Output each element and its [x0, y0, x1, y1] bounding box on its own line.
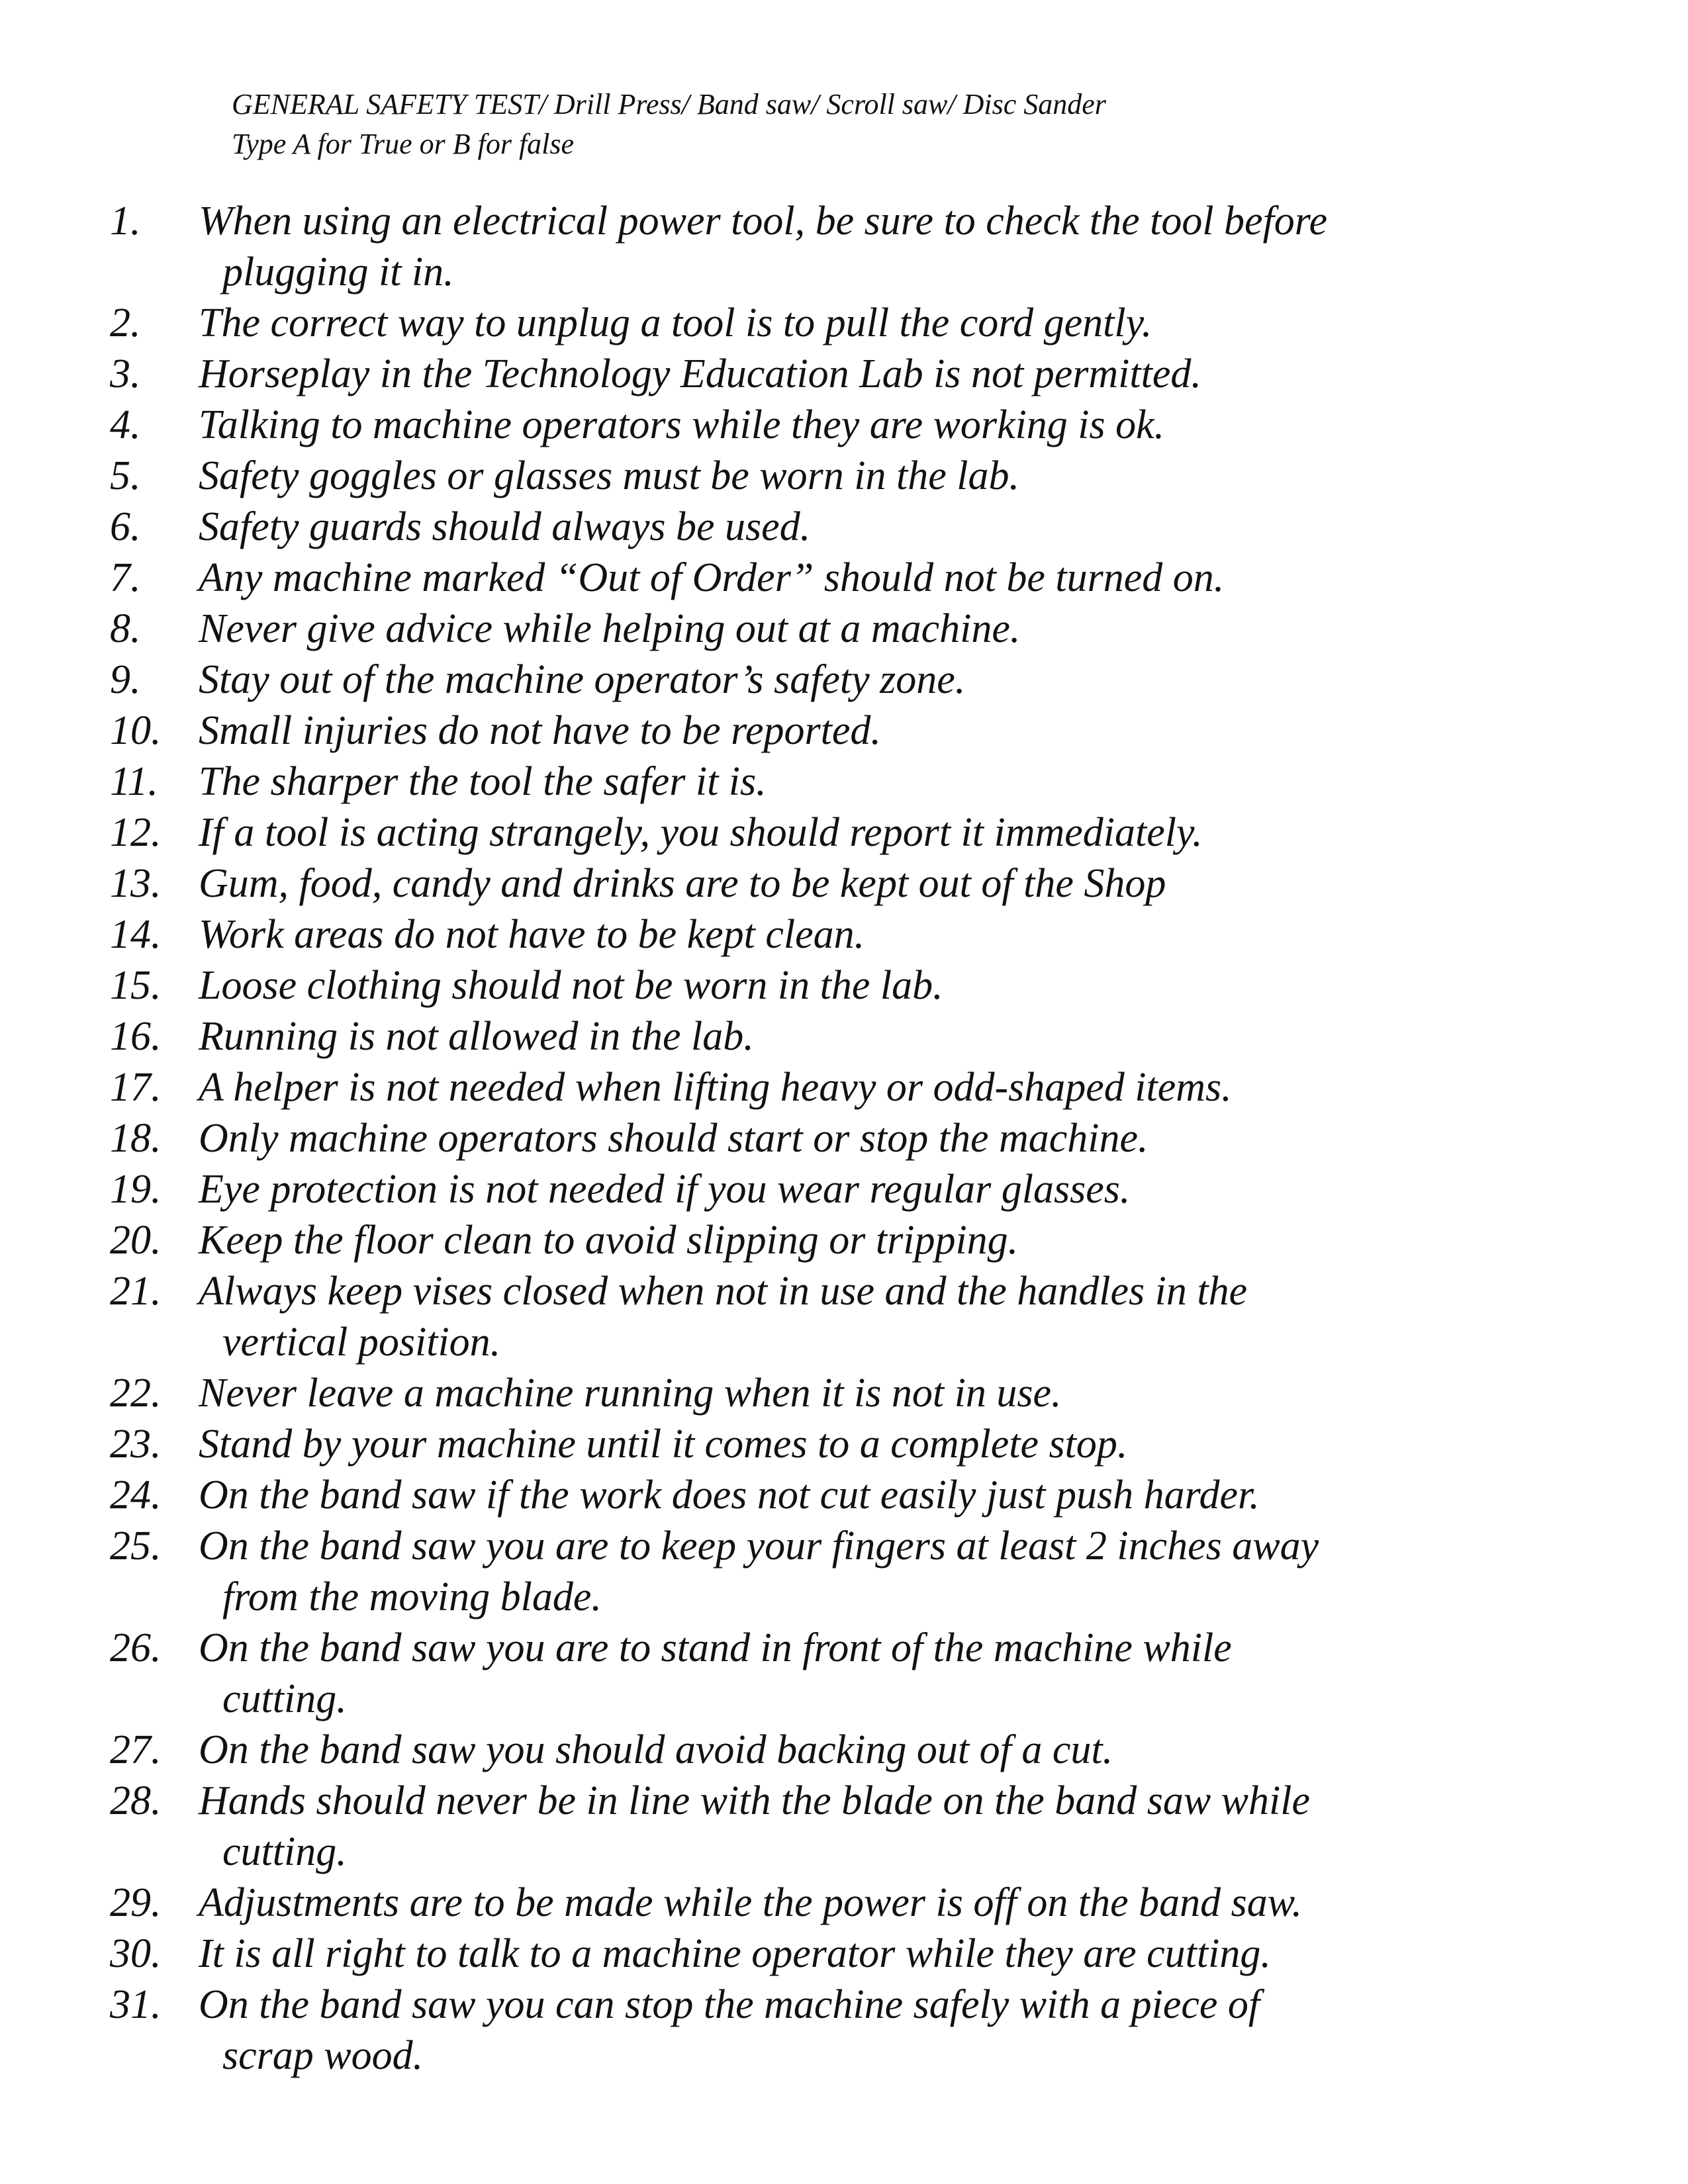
- question-item: [110, 1725, 1599, 1776]
- question-number: 20.: [110, 1218, 162, 1263]
- question-item: [110, 1215, 1599, 1266]
- question-number: 31.: [110, 1982, 162, 2027]
- question-number: 19.: [110, 1167, 162, 1212]
- question-item: [110, 858, 1599, 909]
- question-item: [110, 1929, 1599, 1979]
- question-number: 17.: [110, 1065, 162, 1110]
- question-item: [110, 451, 1599, 502]
- question-number: 11.: [110, 759, 158, 804]
- question-text: The correct way to unplug a tool is to pull the cord gently.: [199, 300, 1152, 345]
- question-number: 14.: [110, 912, 162, 957]
- question-number: 3.: [110, 351, 141, 396]
- question-text: Loose clothing should not be worn in the lab.: [199, 963, 943, 1008]
- question-number: 8.: [110, 606, 141, 651]
- question-number: 24.: [110, 1473, 162, 1518]
- question-number: 9.: [110, 657, 141, 702]
- question-item: [110, 1266, 1599, 1368]
- question-text: Only machine operators should start or stop the machine.: [199, 1116, 1149, 1161]
- question-item: [110, 1011, 1599, 1062]
- question-number: 27.: [110, 1727, 162, 1772]
- question-item: [110, 807, 1599, 858]
- question-text: Eye protection is not needed if you wear regular glasses.: [199, 1167, 1131, 1212]
- question-number: 15.: [110, 963, 162, 1008]
- question-item: [110, 960, 1599, 1011]
- question-text: Work areas do not have to be kept clean.: [199, 912, 865, 957]
- question-number: 2.: [110, 300, 141, 345]
- question-item: [110, 604, 1599, 655]
- test-header: [232, 85, 1556, 164]
- question-text: On the band saw if the work does not cut easily just push harder.: [199, 1473, 1260, 1518]
- question-number: 26.: [110, 1625, 162, 1670]
- question-item: [110, 1623, 1599, 1725]
- question-text: A helper is not needed when lifting heavy or odd-shaped items.: [199, 1065, 1232, 1110]
- question-text: Adjustments are to be made while the power is off on the band saw.: [199, 1880, 1302, 1925]
- question-item: [110, 1979, 1599, 2081]
- question-list: [110, 196, 1599, 2081]
- question-number: 13.: [110, 861, 162, 906]
- question-number: 21.: [110, 1269, 162, 1314]
- test-title: GENERAL SAFETY TEST/ Drill Press/ Band saw/ Scroll saw/ Disc Sander: [232, 88, 1106, 120]
- question-text-continuation: scrap wood.: [222, 2033, 424, 2078]
- question-number: 4.: [110, 402, 141, 447]
- question-number: 12.: [110, 810, 162, 855]
- question-item: [110, 349, 1599, 400]
- question-item: [110, 502, 1599, 553]
- question-item: [110, 1164, 1599, 1215]
- question-number: 6.: [110, 504, 141, 549]
- question-item: [110, 705, 1599, 756]
- question-item: [110, 298, 1599, 349]
- question-number: 10.: [110, 708, 162, 753]
- question-text: Never leave a machine running when it is not in use.: [199, 1371, 1062, 1416]
- question-item: [110, 756, 1599, 807]
- question-text: When using an electrical power tool, be sure to check the tool before: [199, 199, 1328, 244]
- question-number: 23.: [110, 1422, 162, 1467]
- question-text: Stand by your machine until it comes to a complete stop.: [199, 1422, 1128, 1467]
- question-item: [110, 1878, 1599, 1929]
- question-item: [110, 1521, 1599, 1623]
- question-item: [110, 1470, 1599, 1521]
- question-item: [110, 400, 1599, 451]
- question-text: On the band saw you are to keep your fingers at least 2 inches away: [199, 1524, 1319, 1569]
- question-text: On the band saw you can stop the machine safely with a piece of: [199, 1982, 1260, 2027]
- question-item: [110, 196, 1599, 298]
- question-text: Any machine marked “Out of Order” should not be turned on.: [199, 555, 1225, 600]
- question-text: If a tool is acting strangely, you should report it immediately.: [199, 810, 1203, 855]
- question-number: 25.: [110, 1524, 162, 1569]
- question-text-continuation: plugging it in.: [222, 250, 454, 295]
- question-item: [110, 1419, 1599, 1470]
- question-text: Small injuries do not have to be reported.: [199, 708, 881, 753]
- question-number: 16.: [110, 1014, 162, 1059]
- question-text-continuation: cutting.: [222, 1829, 347, 1874]
- question-item: [110, 1062, 1599, 1113]
- question-item: [110, 655, 1599, 705]
- question-number: 5.: [110, 453, 141, 498]
- question-text: Safety goggles or glasses must be worn in the lab.: [199, 453, 1019, 498]
- question-item: [110, 1113, 1599, 1164]
- question-number: 29.: [110, 1880, 162, 1925]
- question-text: On the band saw you should avoid backing out of a cut.: [199, 1727, 1113, 1772]
- question-text: It is all right to talk to a machine operator while they are cutting.: [199, 1931, 1271, 1976]
- question-number: 1.: [110, 199, 141, 244]
- question-text: Gum, food, candy and drinks are to be kept out of the Shop: [199, 861, 1166, 906]
- question-number: 28.: [110, 1778, 162, 1823]
- question-text: Keep the floor clean to avoid slipping or tripping.: [199, 1218, 1019, 1263]
- question-number: 30.: [110, 1931, 162, 1976]
- question-number: 18.: [110, 1116, 162, 1161]
- question-item: [110, 1776, 1599, 1878]
- question-text: On the band saw you are to stand in front of the machine while: [199, 1625, 1232, 1670]
- question-text: Hands should never be in line with the blade on the band saw while: [199, 1778, 1310, 1823]
- question-text-continuation: cutting.: [222, 1676, 347, 1721]
- question-number: 22.: [110, 1371, 162, 1416]
- question-text: Running is not allowed in the lab.: [199, 1014, 754, 1059]
- question-item: [110, 909, 1599, 960]
- question-text: Always keep vises closed when not in use and the handles in the: [199, 1269, 1248, 1314]
- question-text: The sharper the tool the safer it is.: [199, 759, 767, 804]
- question-text-continuation: from the moving blade.: [222, 1574, 602, 1619]
- question-text: Never give advice while helping out at a machine.: [199, 606, 1021, 651]
- question-number: 7.: [110, 555, 141, 600]
- test-instructions: Type A for True or B for false: [232, 128, 575, 160]
- question-text: Horseplay in the Technology Education Lab is not permitted.: [199, 351, 1201, 396]
- question-item: [110, 553, 1599, 604]
- question-text: Safety guards should always be used.: [199, 504, 811, 549]
- question-text: Stay out of the machine operator’s safety zone.: [199, 657, 966, 702]
- question-item: [110, 1368, 1599, 1419]
- question-text: Talking to machine operators while they are working is ok.: [199, 402, 1165, 447]
- question-text-continuation: vertical position.: [222, 1320, 501, 1365]
